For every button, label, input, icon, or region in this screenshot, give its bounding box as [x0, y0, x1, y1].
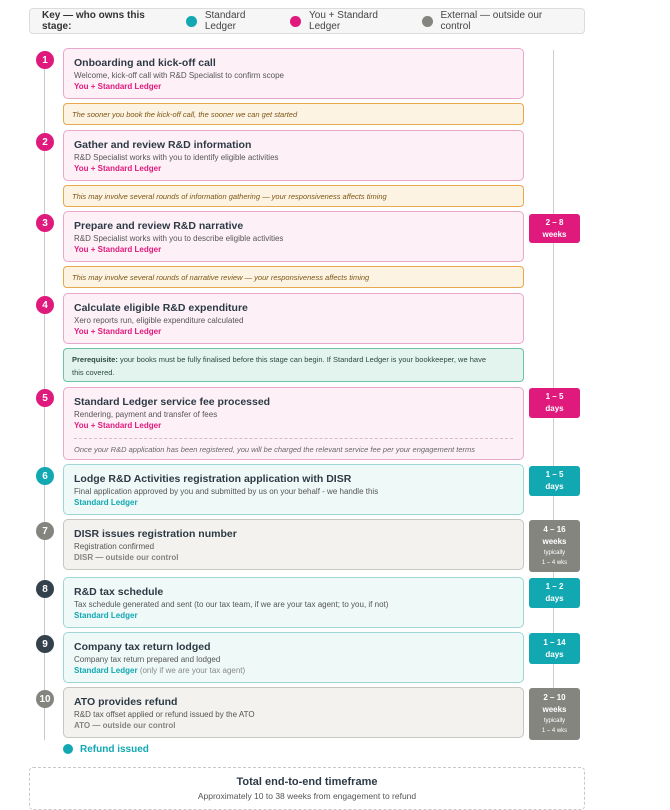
step-number: 2 [36, 133, 54, 151]
key-item-external [422, 10, 570, 32]
stage-card-10 [63, 687, 524, 738]
step-number: 8 [36, 580, 54, 598]
step-number: 7 [36, 522, 54, 540]
badge-range: 1 – 14 [543, 637, 566, 647]
stage-card-3 [63, 211, 524, 262]
stage-card-6 [63, 464, 524, 515]
key-title: Key — who owns this stage: [42, 10, 145, 32]
refund-dot-icon [63, 744, 73, 754]
divider [74, 438, 513, 439]
prerequisite-note [63, 348, 524, 382]
badge-unit: days [545, 649, 564, 659]
stage-owner: You + Standard Ledger [74, 421, 162, 430]
ownership-key [29, 8, 585, 34]
duration-badge [529, 578, 580, 608]
total-title: Total end-to-end timeframe [236, 776, 378, 788]
stage-description: R&D Specialist works with you to identify eligible activities [74, 153, 279, 162]
stage-owner: You + Standard Ledger [74, 327, 162, 336]
note-kickoff: The sooner you book the kick-off call, the sooner we can get started [63, 103, 524, 125]
badge-unit: weeks [542, 229, 567, 239]
duration-badge [529, 388, 580, 418]
owner-name: Standard Ledger [74, 666, 138, 675]
stage-description: Company tax return prepared and lodged [74, 655, 221, 664]
badge-typical-label: typically [543, 550, 566, 556]
stage-description: Welcome, kick-off call with R&D Specialist to confirm scope [74, 71, 284, 80]
stage-owner: Standard Ledger [74, 611, 138, 620]
key-label: You + Standard Ledger [309, 10, 378, 32]
badge-range: 1 – 2 [545, 582, 564, 591]
step-number: 10 [36, 690, 54, 708]
key-item-you-plus-standard-ledger [290, 10, 407, 32]
stage-title: DISR issues registration number [74, 528, 237, 540]
stage-card-2 [63, 130, 524, 181]
duration-badge [529, 633, 580, 664]
stage-owner: DISR — outside our control [74, 553, 179, 562]
stage-description: Registration confirmed [74, 542, 155, 551]
pink-dot-icon [290, 16, 301, 27]
stage-owner: ATO — outside our control [74, 721, 176, 730]
prerequisite-text-continued: this covered. [72, 368, 115, 377]
stage-description: Tax schedule generated and sent (to our tax team, if we are your tax agent; to you, if not) [74, 600, 389, 609]
fee-note: Once your R&D application has been registered, you will be charged the relevant service fee per your engagement terms [74, 445, 476, 454]
badge-range: 1 – 5 [545, 470, 564, 479]
prerequisite-text: your books must be fully finalised before this stage can begin. If Standard Ledger is your bookkeeper, we have [117, 355, 486, 364]
badge-typical-range: 1 – 4 wks [541, 728, 568, 734]
badge-unit: weeks [542, 537, 567, 546]
grey-dot-icon [422, 16, 433, 27]
stage-title: Lodge R&D Activities registration application with DISR [74, 473, 352, 485]
badge-unit: weeks [542, 705, 567, 714]
duration-badge [529, 520, 580, 572]
stage-card-7 [63, 519, 524, 570]
stage-owner: You + Standard Ledger [74, 82, 162, 91]
badge-unit: days [545, 594, 564, 603]
badge-range: 2 – 10 [543, 693, 566, 702]
stage-title: Calculate eligible R&D expenditure [74, 302, 248, 314]
stage-description: Xero reports run, eligible expenditure calculated [74, 316, 244, 325]
note-narrative: This may involve several rounds of narrative review — your responsiveness affects timing [63, 266, 524, 288]
step-number: 9 [36, 635, 54, 653]
stage-title: R&D tax schedule [74, 586, 164, 598]
step-number: 1 [36, 51, 54, 69]
stage-description: Rendering, payment and transfer of fees [74, 410, 218, 419]
prerequisite-line [72, 353, 486, 366]
prerequisite-label: Prerequisite: [72, 355, 118, 364]
badge-unit: days [545, 404, 564, 413]
stage-description: R&D tax offset applied or refund issued by the ATO [74, 710, 255, 719]
key-item-standard-ledger [186, 10, 276, 32]
stage-card-9 [63, 632, 524, 683]
step-number: 5 [36, 389, 54, 407]
stage-card-5 [63, 387, 524, 460]
stage-title: Prepare and review R&D narrative [74, 220, 244, 232]
refund-label: Refund issued [80, 744, 149, 755]
badge-typical-range: 1 – 4 wks [541, 560, 568, 566]
badge-range: 4 – 16 [543, 525, 566, 534]
badge-typical-label: typically [543, 718, 566, 724]
total-timeframe-box [29, 767, 585, 810]
teal-dot-icon [186, 16, 197, 27]
stage-card-4 [63, 293, 524, 344]
stage-owner: You + Standard Ledger [74, 245, 162, 254]
badge-range: 1 – 5 [545, 392, 564, 401]
stage-title: ATO provides refund [74, 696, 178, 708]
note-information: This may involve several rounds of information gathering — your responsiveness affects timing [63, 185, 524, 207]
stage-card-8 [63, 577, 524, 628]
stage-owner: You + Standard Ledger [74, 164, 162, 173]
stage-title: Onboarding and kick-off call [74, 57, 216, 69]
badge-unit: days [545, 482, 564, 491]
owner-qualifier: (only if we are your tax agent) [139, 666, 246, 675]
duration-badge [529, 688, 580, 740]
key-label: External — outside our control [440, 10, 543, 32]
stage-description: R&D Specialist works with you to describe eligible activities [74, 234, 284, 243]
step-number: 4 [36, 296, 54, 314]
stage-title: Company tax return lodged [74, 641, 211, 653]
duration-badge [529, 214, 580, 243]
stage-card-1 [63, 48, 524, 99]
stage-owner: Standard Ledger [74, 498, 138, 507]
stage-description: Final application approved by you and submitted by us on your behalf - we handle this [74, 487, 379, 496]
stage-title: Gather and review R&D information [74, 139, 252, 151]
duration-badge [529, 466, 580, 496]
total-subtitle: Approximately 10 to 38 weeks from engagement to refund [197, 791, 417, 801]
step-number: 3 [36, 214, 54, 232]
stage-owner [74, 666, 513, 675]
badge-range: 2 – 8 [545, 217, 564, 227]
key-label: Standard Ledger [204, 10, 246, 32]
stage-title: Standard Ledger service fee processed [74, 396, 271, 408]
step-number: 6 [36, 467, 54, 485]
